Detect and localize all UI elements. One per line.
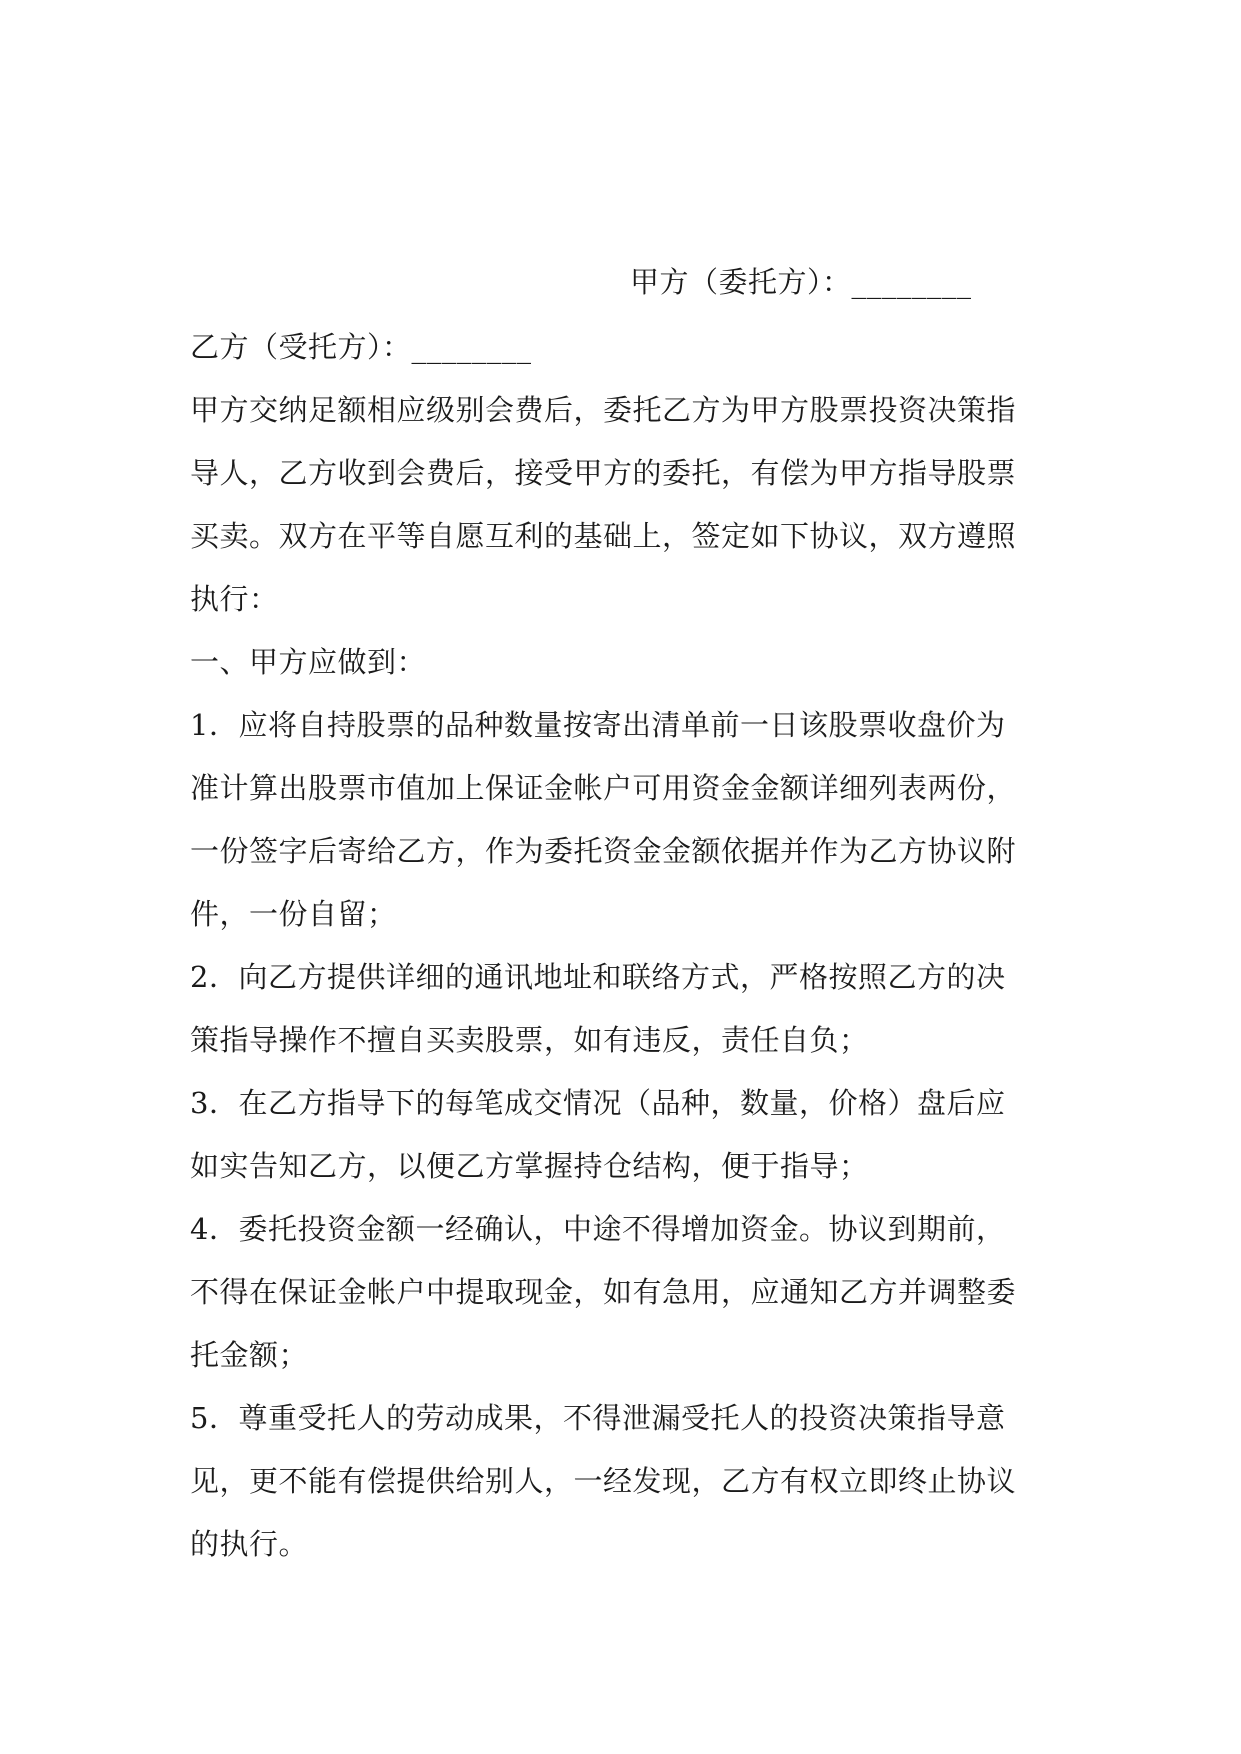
paragraph-line: 1．应将自持股票的品种数量按寄出清单前一日该股票收盘价为	[190, 708, 1006, 742]
paragraph-line: 2．向乙方提供详细的通讯地址和联络方式，严格按照乙方的决	[190, 960, 1006, 994]
paragraph-line: 4．委托投资金额一经确认，中途不得增加资金。协议到期前，	[190, 1212, 1006, 1246]
paragraph-line: 一份签字后寄给乙方，作为委托资金金额依据并作为乙方协议附	[190, 834, 1017, 868]
paragraph-line: 策指导操作不擅自买卖股票，如有违反，责任自负；	[190, 1023, 869, 1057]
paragraph-line: 不得在保证金帐户中提取现金，如有急用，应通知乙方并调整委	[190, 1275, 1017, 1309]
paragraph-line: 的执行。	[190, 1527, 309, 1561]
party-b-line: 乙方（受托方）：________	[190, 330, 532, 364]
paragraph-line: 甲方交纳足额相应级别会费后，委托乙方为甲方股票投资决策指	[190, 393, 1017, 427]
paragraph-line: 见，更不能有偿提供给别人，一经发现，乙方有权立即终止协议	[190, 1464, 1017, 1498]
paragraph-line: 3．在乙方指导下的每笔成交情况（品种，数量，价格）盘后应	[190, 1086, 1006, 1120]
paragraph-line: 执行：	[190, 582, 279, 616]
paragraph-line: 托金额；	[190, 1338, 309, 1372]
paragraph-line: 件，一份自留；	[190, 897, 397, 931]
paragraph-line: 准计算出股票市值加上保证金帐户可用资金金额详细列表两份，	[190, 771, 1017, 805]
paragraph-line: 导人，乙方收到会费后，接受甲方的委托，有偿为甲方指导股票	[190, 456, 1017, 490]
paragraph-line: 买卖。双方在平等自愿互利的基础上，签定如下协议，双方遵照	[190, 519, 1017, 553]
paragraph-line: 如实告知乙方，以便乙方掌握持仓结构，便于指导；	[190, 1149, 869, 1183]
section-heading: 一、甲方应做到：	[190, 645, 427, 679]
party-a-line: 甲方（委托方）：________	[630, 265, 972, 299]
paragraph-line: 5．尊重受托人的劳动成果，不得泄漏受托人的投资决策指导意	[190, 1401, 1006, 1435]
